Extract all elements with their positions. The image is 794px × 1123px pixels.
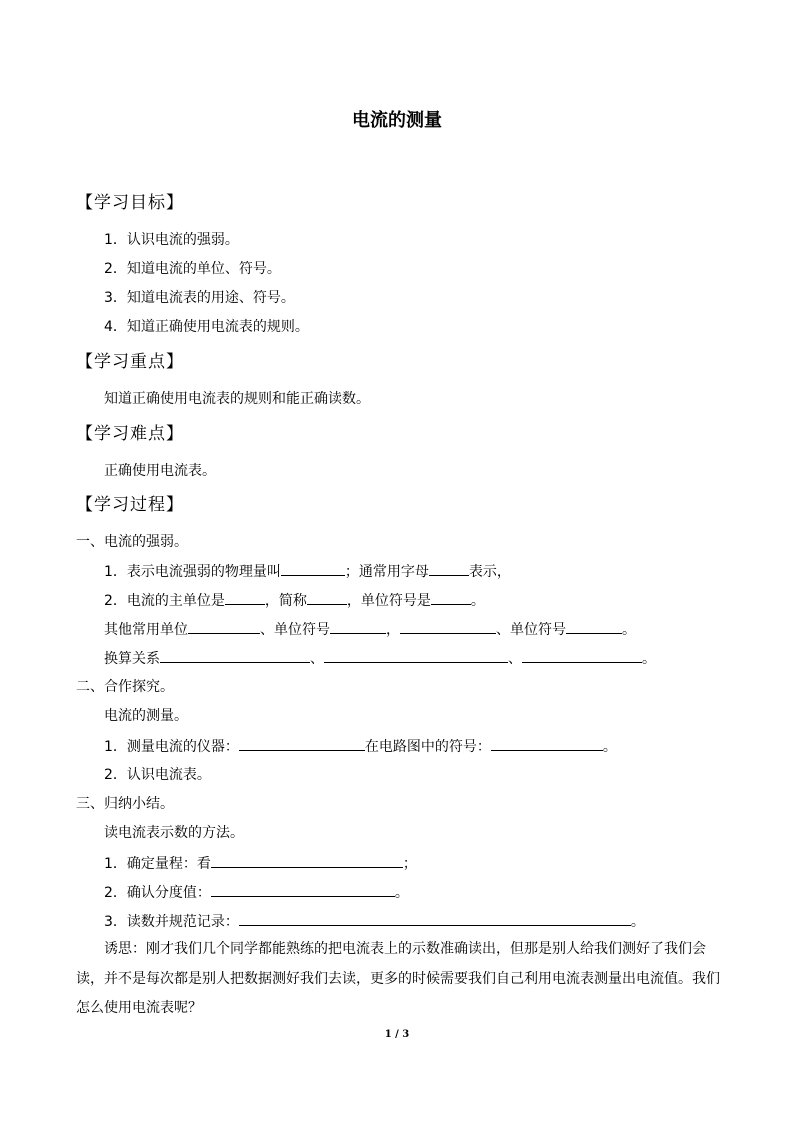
part3-subheading: 读电流表示数的方法。 — [104, 825, 244, 841]
fill-line: 3．读数并规范记录： 。 — [104, 911, 645, 932]
fill-line: 1．确定量程：看 ； — [104, 853, 417, 874]
page-title: 电流的测量 — [352, 110, 442, 131]
answer-blank[interactable] — [307, 590, 347, 605]
goal-item: 1．认识电流的强弱。 — [104, 232, 239, 248]
answer-blank[interactable] — [429, 561, 469, 576]
reflection-paragraph: 诱思：刚才我们几个同学都能熟练的把电流表上的示数准确读出，但那是别人给我们测好了我们会读，并不是每次都是别人把数据测好我们去读，更多的时候需要我们自己利用电流表测量出电流值。我们怎么使用电流表呢？ — [76, 941, 720, 1016]
answer-blank[interactable] — [324, 648, 508, 663]
fill-line: 2．确认分度值： 。 — [104, 882, 409, 903]
answer-blank[interactable] — [400, 619, 496, 634]
fill-line: 1．测量电流的仪器： 在电路图中的符号： 。 — [104, 736, 617, 757]
key-point-text: 知道正确使用电流表的规则和能正确读数。 — [104, 391, 370, 407]
difficulty-text: 正确使用电流表。 — [104, 463, 216, 479]
answer-blank[interactable] — [239, 911, 631, 926]
answer-blank[interactable] — [330, 619, 386, 634]
goal-item: 2．知道电流的单位、符号。 — [104, 261, 281, 277]
section-heading-process: 【学习过程】 — [76, 495, 184, 515]
part2-item: 2．认识电流表。 — [104, 767, 211, 783]
section-heading-key: 【学习重点】 — [76, 352, 184, 372]
answer-blank[interactable] — [281, 561, 345, 576]
answer-blank[interactable] — [160, 648, 310, 663]
answer-blank[interactable] — [522, 648, 642, 663]
page-number: 1 / 3 — [384, 1029, 410, 1040]
answer-blank[interactable] — [211, 853, 403, 868]
part1-heading: 一、电流的强弱。 — [76, 534, 188, 550]
part3-heading: 三、归纳小结。 — [76, 796, 174, 812]
answer-blank[interactable] — [239, 736, 365, 751]
part2-heading: 二、合作探究。 — [76, 679, 174, 695]
part2-subheading: 电流的测量。 — [104, 708, 188, 724]
answer-blank[interactable] — [211, 882, 395, 897]
answer-blank[interactable] — [225, 590, 265, 605]
fill-line: 换算关系 、 、 。 — [104, 648, 656, 669]
answer-blank[interactable] — [566, 619, 622, 634]
fill-line: 2．电流的主单位是 ，简称 ，单位符号是 。 — [104, 590, 485, 611]
answer-blank[interactable] — [431, 590, 471, 605]
fill-line: 其他常用单位 、单位符号 ， 、单位符号 。 — [104, 619, 636, 640]
answer-blank[interactable] — [188, 619, 260, 634]
goal-item: 4．知道正确使用电流表的规则。 — [104, 319, 309, 335]
goal-item: 3．知道电流表的用途、符号。 — [104, 290, 295, 306]
answer-blank[interactable] — [491, 736, 603, 751]
fill-line: 1．表示电流强弱的物理量叫 ；通常用字母 表示， — [104, 561, 511, 582]
section-heading-goals: 【学习目标】 — [76, 193, 184, 213]
section-heading-difficulty: 【学习难点】 — [76, 424, 184, 444]
